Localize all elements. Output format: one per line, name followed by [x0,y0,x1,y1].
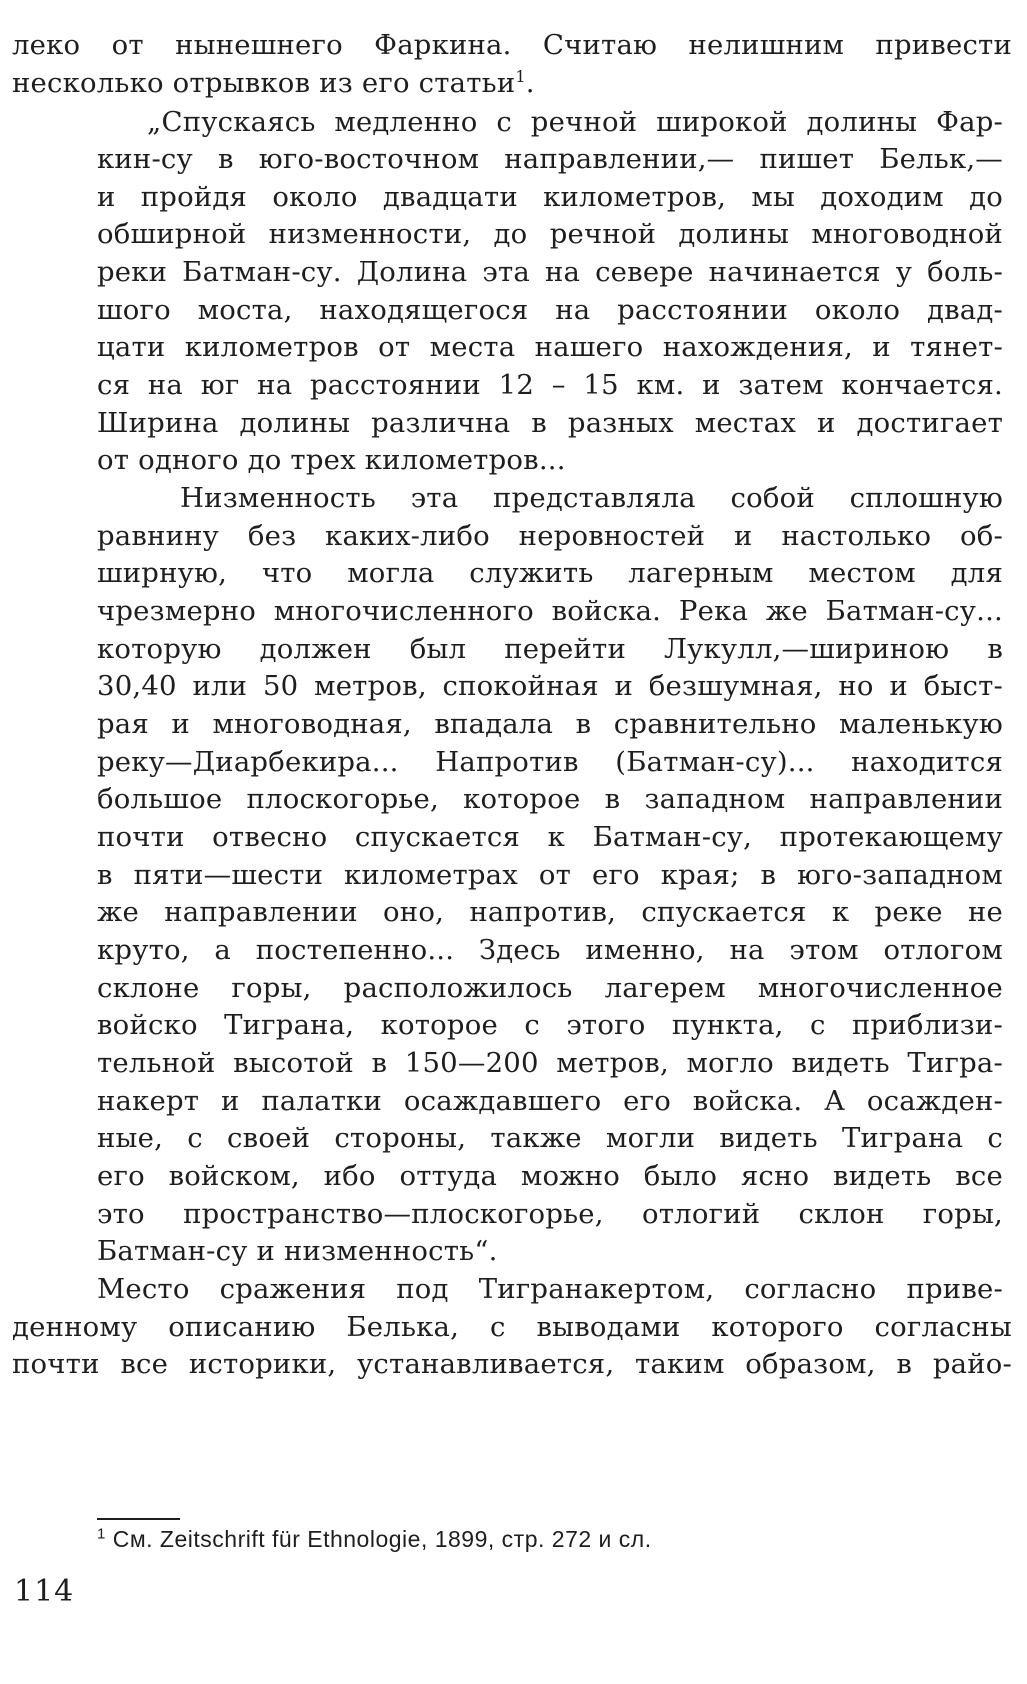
text-line: равнину без каких-либо неровностей и настолько об- [97,520,1003,552]
text-span: несколько отрывков из его статьи [12,67,516,99]
text-line: Низменность эта представляла собой сплошную [180,482,1003,514]
text-line: накерт и палатки осаждавшего его войска. А осажден- [97,1085,1003,1117]
text-line: обширной низменности, до речной долины многоводной [97,218,1003,250]
text-line: „Спускаясь медленно с речной широкой долины Фар- [147,106,1003,138]
text-line: войско Тиграна, которое с этого пункта, с приблизи- [97,1009,1003,1041]
text-line: почти отвесно спускается к Батман-су, протекающему [97,821,1003,853]
text-line: от одного до трех километров... [97,444,566,476]
text-line: в пяти—шести километрах от его края; в юго-западном [97,859,1003,891]
text-line: и пройдя около двадцати километров, мы доходим до [97,181,1003,213]
text-line [12,65,1012,101]
footnote-reference: 1 [515,66,526,86]
text-line: которую должен был перейти Лукулл,—шириною в [97,633,1003,665]
text-line: же направлении оно, напротив, спускается к реке не [97,896,1003,928]
text-line: почти все историки, устанавливается, таким образом, в райо- [12,1348,1012,1380]
text-line: денному описанию Белька, с выводами которого согласны [12,1311,1012,1343]
text-line: круто, а постепенно... Здесь именно, на этом отлогом [97,934,1003,966]
page-number: 114 [14,1574,75,1609]
text-line: склоне горы, расположилось лагерем многочисленное [97,972,1003,1004]
text-line: реку—Диарбекира... Напротив (Батман-су)... находится [97,746,1003,778]
footnote-marker: 1 [97,1525,106,1543]
text-line: кин-су в юго-восточном направлении,— пишет Бельк,— [97,143,1003,175]
text-line: тельной высотой в 150—200 метров, могло видеть Тигра- [97,1047,1003,1079]
text-line: ся на юг на расстоянии 12 – 15 км. и затем кончается. [97,369,1003,401]
text-line: 30,40 или 50 метров, спокойная и безшумная, но и быст- [97,670,1003,702]
text-line: ные, с своей стороны, также могли видеть Тиграна с [97,1122,1003,1154]
text-line: большое плоскогорье, которое в западном направлении [97,783,1003,815]
text-line: Батман-су и низменность“. [97,1235,498,1267]
text-line: чрезмерно многочисленного войска. Река же Батман-су... [97,595,1003,627]
text-line: шого моста, находящегося на расстоянии около двад- [97,294,1003,326]
footnote-divider [97,1518,180,1520]
text-line: ширную, что могла служить лагерным местом для [97,557,1003,589]
text-line: реки Батман-су. Долина эта на севере начинается у боль- [97,256,1003,288]
text-line: Ширина долины различна в разных местах и достигает [97,407,1003,439]
text-line: это пространство—плоскогорье, отлогий склон горы, [97,1198,1003,1230]
text-span: . [525,67,535,99]
footnote [97,1524,652,1554]
text-line: его войском, ибо оттуда можно было ясно видеть все [97,1160,1003,1192]
text-line: цати километров от места нашего нахождения, и тянет- [97,331,1003,363]
footnote-text: См. Zeitschrift für Ethnologie, 1899, стр. 272 и сл. [112,1526,652,1552]
text-line: Место сражения под Тигранакертом, согласно приве- [97,1273,1003,1305]
text-line: леко от нынешнего Фаркина. Считаю нелишним привести [12,29,1012,61]
text-line: рая и многоводная, впадала в сравнительно маленькую [97,708,1003,740]
